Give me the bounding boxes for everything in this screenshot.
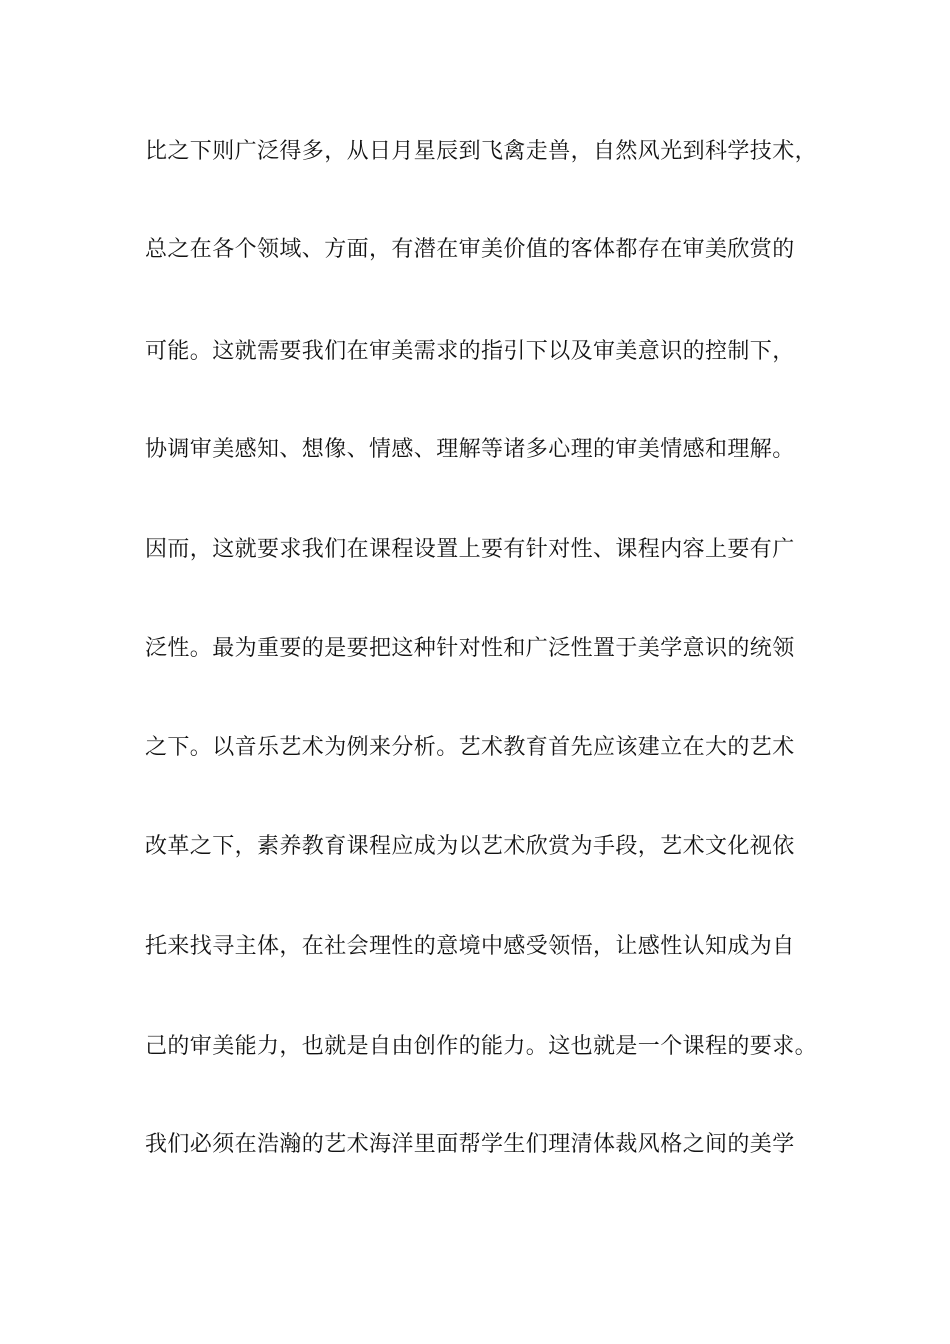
text-line-1: 比之下则广泛得多，从日月星辰到飞禽走兽，自然风光到科学技术， [145,139,818,164]
text-line-11: 我们必须在浩瀚的艺术海洋里面帮学生们理清体裁风格之间的美学 [145,1132,795,1157]
text-line-8: 改革之下，素养教育课程应成为以艺术欣赏为手段，艺术文化视依 [145,834,795,859]
text-line-7: 之下。以音乐艺术为例来分析。艺术教育首先应该建立在大的艺术 [145,735,795,760]
text-line-2: 总之在各个领域、方面，有潜在审美价值的客体都存在审美欣赏的 [145,237,795,262]
text-line-6: 泛性。最为重要的是要把这种针对性和广泛性置于美学意识的统领 [145,636,795,661]
text-line-3: 可能。这就需要我们在审美需求的指引下以及审美意识的控制下， [145,339,795,364]
text-line-9: 托来找寻主体，在社会理性的意境中感受领悟，让感性认知成为自 [145,934,795,959]
text-line-10: 己的审美能力，也就是自由创作的能力。这也就是一个课程的要求。 [145,1034,818,1059]
text-line-4: 协调审美感知、想像、情感、理解等诸多心理的审美情感和理解。 [145,437,795,462]
text-line-5: 因而，这就要求我们在课程设置上要有针对性、课程内容上要有广 [145,537,795,562]
